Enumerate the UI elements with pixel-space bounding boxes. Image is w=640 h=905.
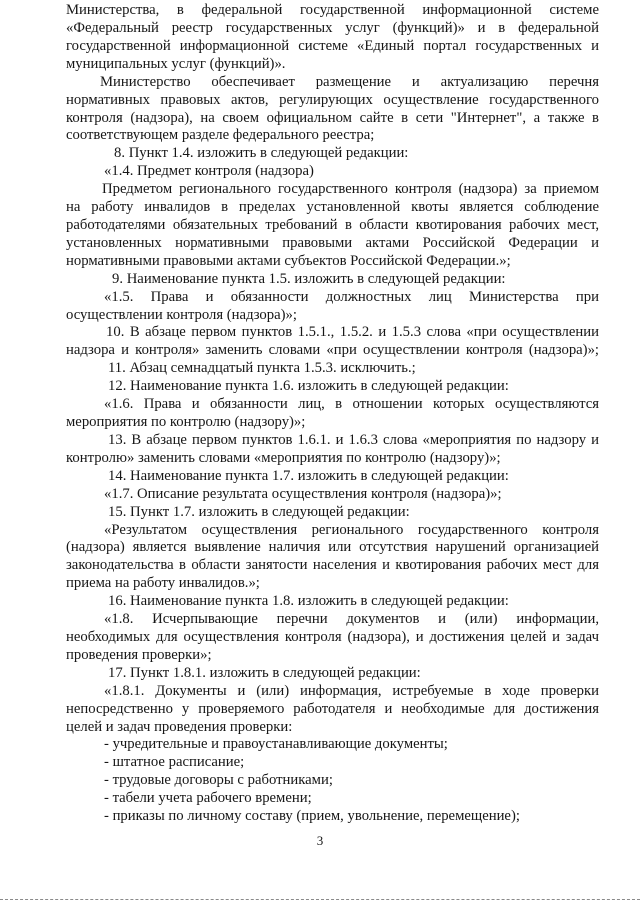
text-line: осуществлении контроля (надзора)»; xyxy=(66,306,297,323)
text-line: «1.4. Предмет контроля (надзора) xyxy=(104,163,314,180)
text-line: Министерства, в федеральной государственной информационной системе xyxy=(66,2,599,18)
text-line: необходимых для осуществления контроля (надзора), и достижения целей и задач xyxy=(66,629,599,645)
text-line: надзора и контроля» заменить словами «при осуществлении контроля (надзора)»; xyxy=(66,342,599,359)
text-line: «Результатом осуществления регионального государственного контроля xyxy=(104,521,599,538)
text-line: целей и задач проведения проверки: xyxy=(66,718,293,735)
list-item: - табели учета рабочего времени; xyxy=(104,790,312,807)
text-line: «1.8.1. Документы и (или) информация, истребуемые в ходе проверки xyxy=(104,682,599,699)
text-line: «1.7. Описание результата осуществления контроля (надзора)»; xyxy=(104,485,502,502)
text-line: нормативными правовыми актами субъектов Российской Федерации.»; xyxy=(66,252,511,269)
list-item: - учредительные и правоустанавливающие документы; xyxy=(104,736,448,753)
text-line: «1.8. Исчерпывающие перечни документов и (или) информации, xyxy=(104,611,599,627)
text-line: 12. Наименование пункта 1.6. изложить в следующей редакции: xyxy=(108,378,509,395)
text-line: 9. Наименование пункта 1.5. изложить в следующей редакции: xyxy=(112,270,506,287)
text-line: контроля (надзора), на своем официальном сайте в сети "Интернет", а также в xyxy=(66,109,599,126)
list-item: - трудовые договоры с работниками; xyxy=(104,772,333,789)
text-line: на работу инвалидов в пределах установленной квоты является соблюдение xyxy=(66,199,599,215)
text-line: работодателями обязательных требований в области квотирования рабочих мест, xyxy=(66,217,599,233)
text-line: приема на работу инвалидов.»; xyxy=(66,575,260,592)
text-line: 16. Наименование пункта 1.8. изложить в следующей редакции: xyxy=(108,593,509,610)
text-line: Министерство обеспечивает размещение и актуализацию перечня xyxy=(100,73,599,90)
list-item: - приказы по личному составу (прием, увольнение, перемещение); xyxy=(104,808,520,825)
text-line: 11. Абзац семнадцатый пункта 1.5.3. исключить.; xyxy=(108,360,416,377)
text-line: мероприятия по контролю (надзору)»; xyxy=(66,414,306,430)
text-line: 10. В абзаце первом пунктов 1.5.1., 1.5.2. и 1.5.3 слова «при осуществлении xyxy=(106,324,599,341)
text-line: непосредственно у проверяемого работодателя и необходимые для достижения xyxy=(66,700,599,717)
text-line: Предметом регионального государственного контроля (надзора) за приемом xyxy=(102,181,599,198)
text-line: установленных нормативными правовыми актами Российской Федерации и xyxy=(66,234,599,251)
text-line: 8. Пункт 1.4. изложить в следующей редакции: xyxy=(114,145,409,162)
scan-edge-divider xyxy=(0,899,640,900)
text-line: государственной информационной системе «Единый портал государственных и xyxy=(66,37,599,54)
text-line: контролю» заменить словами «мероприятия по контролю (надзору)»; xyxy=(66,449,501,466)
text-line: соответствующем разделе федерального реестра; xyxy=(66,127,375,144)
text-line: «1.5. Права и обязанности должностных лиц Министерства при xyxy=(104,288,599,305)
text-line: проведения проверки»; xyxy=(66,646,212,663)
page-number: 3 xyxy=(316,833,324,848)
text-line: (надзора) является выявление наличия или отсутствия нарушений организацией xyxy=(66,539,599,556)
text-line: 15. Пункт 1.7. изложить в следующей редакции: xyxy=(108,503,410,520)
text-line: 14. Наименование пункта 1.7. изложить в следующей редакции: xyxy=(108,467,509,484)
text-line: 13. В абзаце первом пунктов 1.6.1. и 1.6.3 слова «мероприятия по надзору и xyxy=(108,431,599,448)
text-line: 17. Пункт 1.8.1. изложить в следующей редакции: xyxy=(108,664,421,681)
text-line: «1.6. Права и обязанности лиц, в отношении которых осуществляются xyxy=(104,396,599,413)
text-line: «Федеральный реестр государственных услуг (функций)» и в федеральной xyxy=(66,19,599,36)
text-line: законодательства в области занятости населения и квотирования рабочих мест для xyxy=(66,557,599,574)
list-item: - штатное расписание; xyxy=(104,754,245,771)
text-line: нормативных правовых актов, регулирующих осуществление государственного xyxy=(66,91,599,108)
text-line: муниципальных услуг (функций)». xyxy=(66,55,286,72)
